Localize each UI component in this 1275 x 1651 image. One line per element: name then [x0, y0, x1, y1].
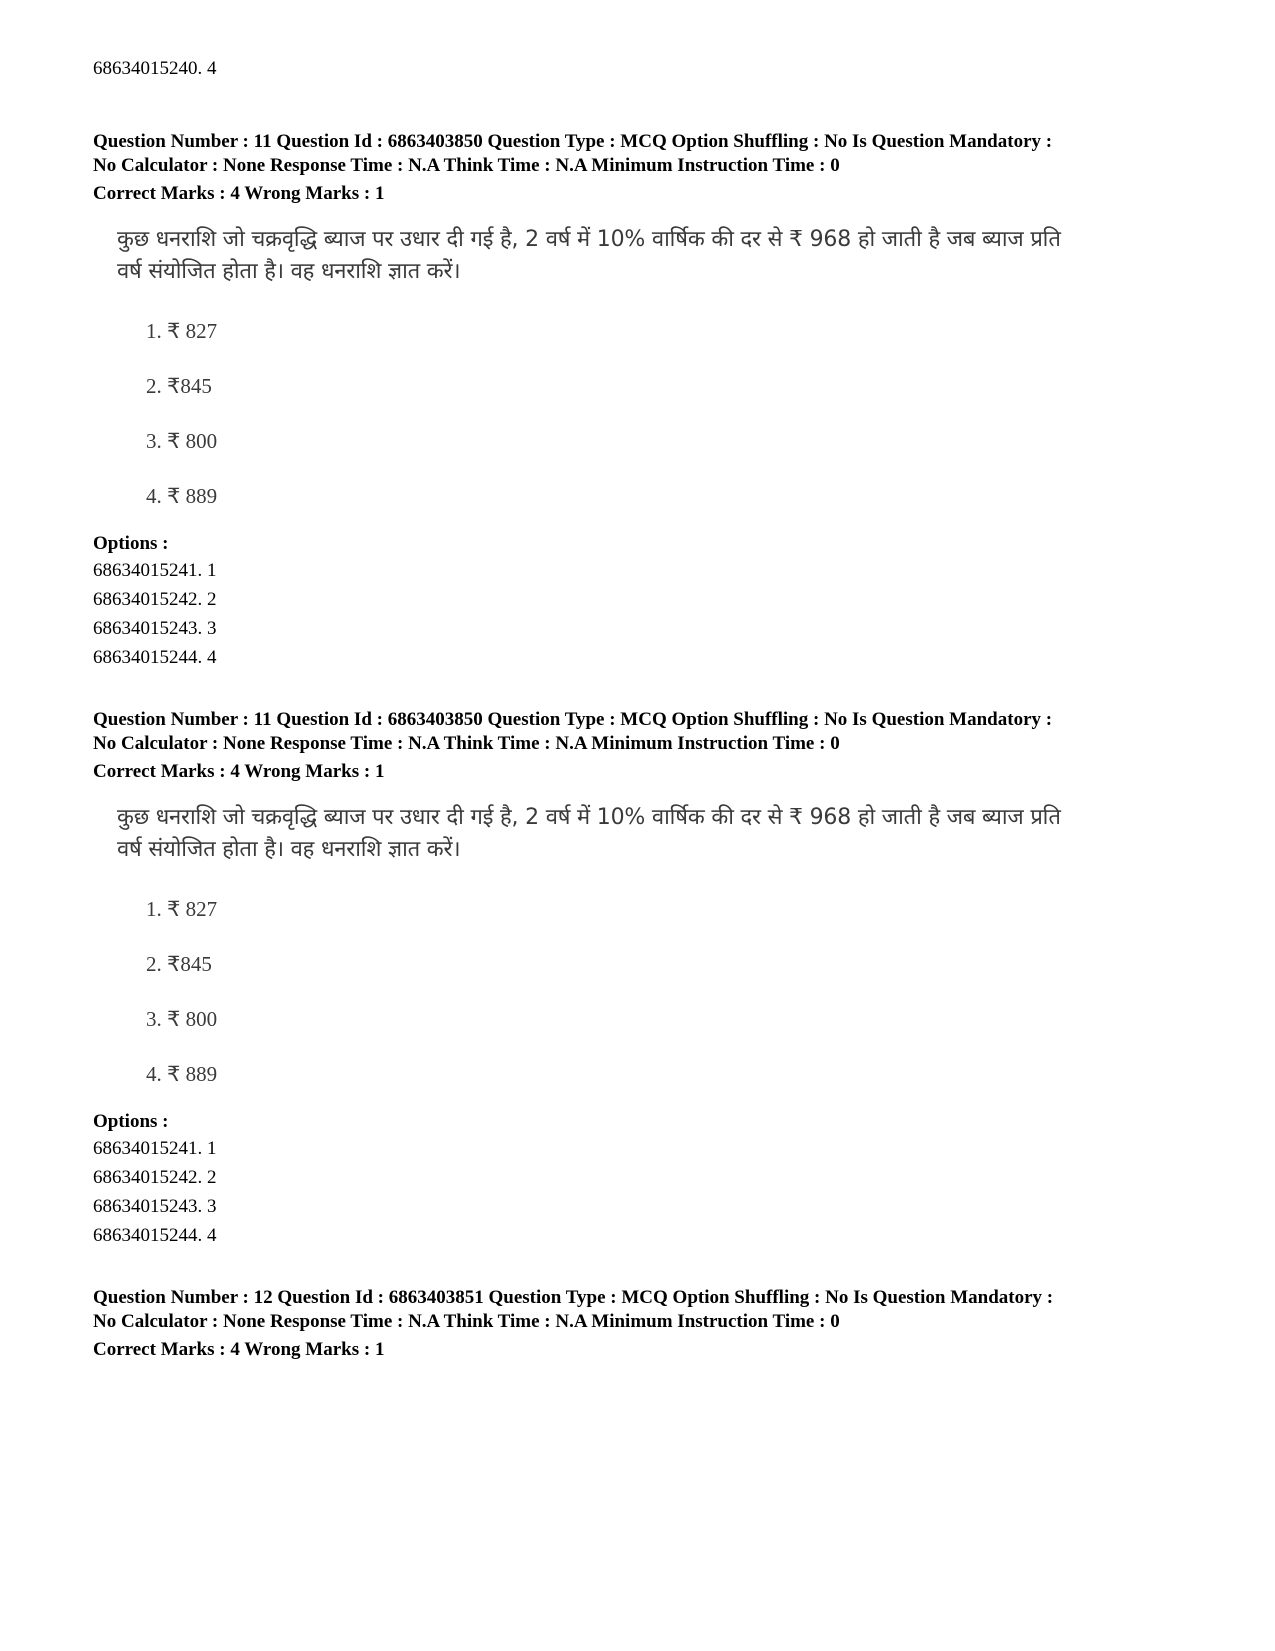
- question-meta-line-2: No Calculator : None Response Time : N.A Think Time : N.A Minimum Instruction Time : 0: [93, 155, 840, 176]
- options-heading: Options :: [93, 533, 169, 554]
- option-line: 68634015242. 2: [93, 589, 217, 610]
- option-line: 68634015242. 2: [93, 1167, 217, 1188]
- answer-choices: [146, 304, 1203, 524]
- option-line: 68634015241. 1: [93, 560, 217, 581]
- answer-choice: 2. ₹845: [146, 374, 212, 398]
- answer-choice: 4. ₹ 889: [146, 484, 218, 508]
- question-text-line-1: कुछ धनराशि जो चक्रवृद्धि ब्याज पर उधार दी गई है, 2 वर्ष में 10% वार्षिक की दर से ₹ 968 हो जाती है जब ब्याज प्रति: [117, 805, 1061, 830]
- previous-option-line: 68634015240. 4: [93, 58, 217, 79]
- question-marks: Correct Marks : 4 Wrong Marks : 1: [93, 183, 385, 204]
- question-text-line-2: वर्ष संयोजित होता है। वह धनराशि ज्ञात करें।: [117, 837, 461, 862]
- question-block: [93, 130, 1203, 672]
- option-line: 68634015243. 3: [93, 1196, 217, 1217]
- answer-choices: [146, 882, 1203, 1102]
- question-image: [117, 224, 1203, 524]
- question-meta-line-1: Question Number : 11 Question Id : 6863403850 Question Type : MCQ Option Shuffling : No Is Question Mandatory :: [93, 131, 1053, 152]
- question-text-line-1: कुछ धनराशि जो चक्रवृद्धि ब्याज पर उधार दी गई है, 2 वर्ष में 10% वार्षिक की दर से ₹ 968 हो जाती है जब ब्याज प्रति: [117, 227, 1061, 252]
- options-heading: Options :: [93, 1111, 169, 1132]
- option-line: 68634015244. 4: [93, 1225, 217, 1246]
- question-marks: Correct Marks : 4 Wrong Marks : 1: [93, 761, 385, 782]
- question-meta-line-2: No Calculator : None Response Time : N.A Think Time : N.A Minimum Instruction Time : 0: [93, 1311, 840, 1332]
- question-block: [93, 1286, 1203, 1362]
- document-page: [93, 57, 1203, 1362]
- answer-choice: 1. ₹ 827: [146, 897, 218, 921]
- option-line: 68634015244. 4: [93, 647, 217, 668]
- question-marks: Correct Marks : 4 Wrong Marks : 1: [93, 1339, 385, 1360]
- question-text-line-2: वर्ष संयोजित होता है। वह धनराशि ज्ञात करें।: [117, 259, 461, 284]
- question-image: [117, 802, 1203, 1102]
- answer-choice: 3. ₹ 800: [146, 429, 218, 453]
- option-line: 68634015241. 1: [93, 1138, 217, 1159]
- answer-choice: 4. ₹ 889: [146, 1062, 218, 1086]
- question-meta-line-2: No Calculator : None Response Time : N.A Think Time : N.A Minimum Instruction Time : 0: [93, 733, 840, 754]
- answer-choice: 1. ₹ 827: [146, 319, 218, 343]
- question-meta-line-1: Question Number : 12 Question Id : 6863403851 Question Type : MCQ Option Shuffling : No Is Question Mandatory :: [93, 1287, 1054, 1308]
- option-line: 68634015243. 3: [93, 618, 217, 639]
- question-block: [93, 708, 1203, 1250]
- answer-choice: 3. ₹ 800: [146, 1007, 218, 1031]
- answer-choice: 2. ₹845: [146, 952, 212, 976]
- question-meta-line-1: Question Number : 11 Question Id : 6863403850 Question Type : MCQ Option Shuffling : No Is Question Mandatory :: [93, 709, 1053, 730]
